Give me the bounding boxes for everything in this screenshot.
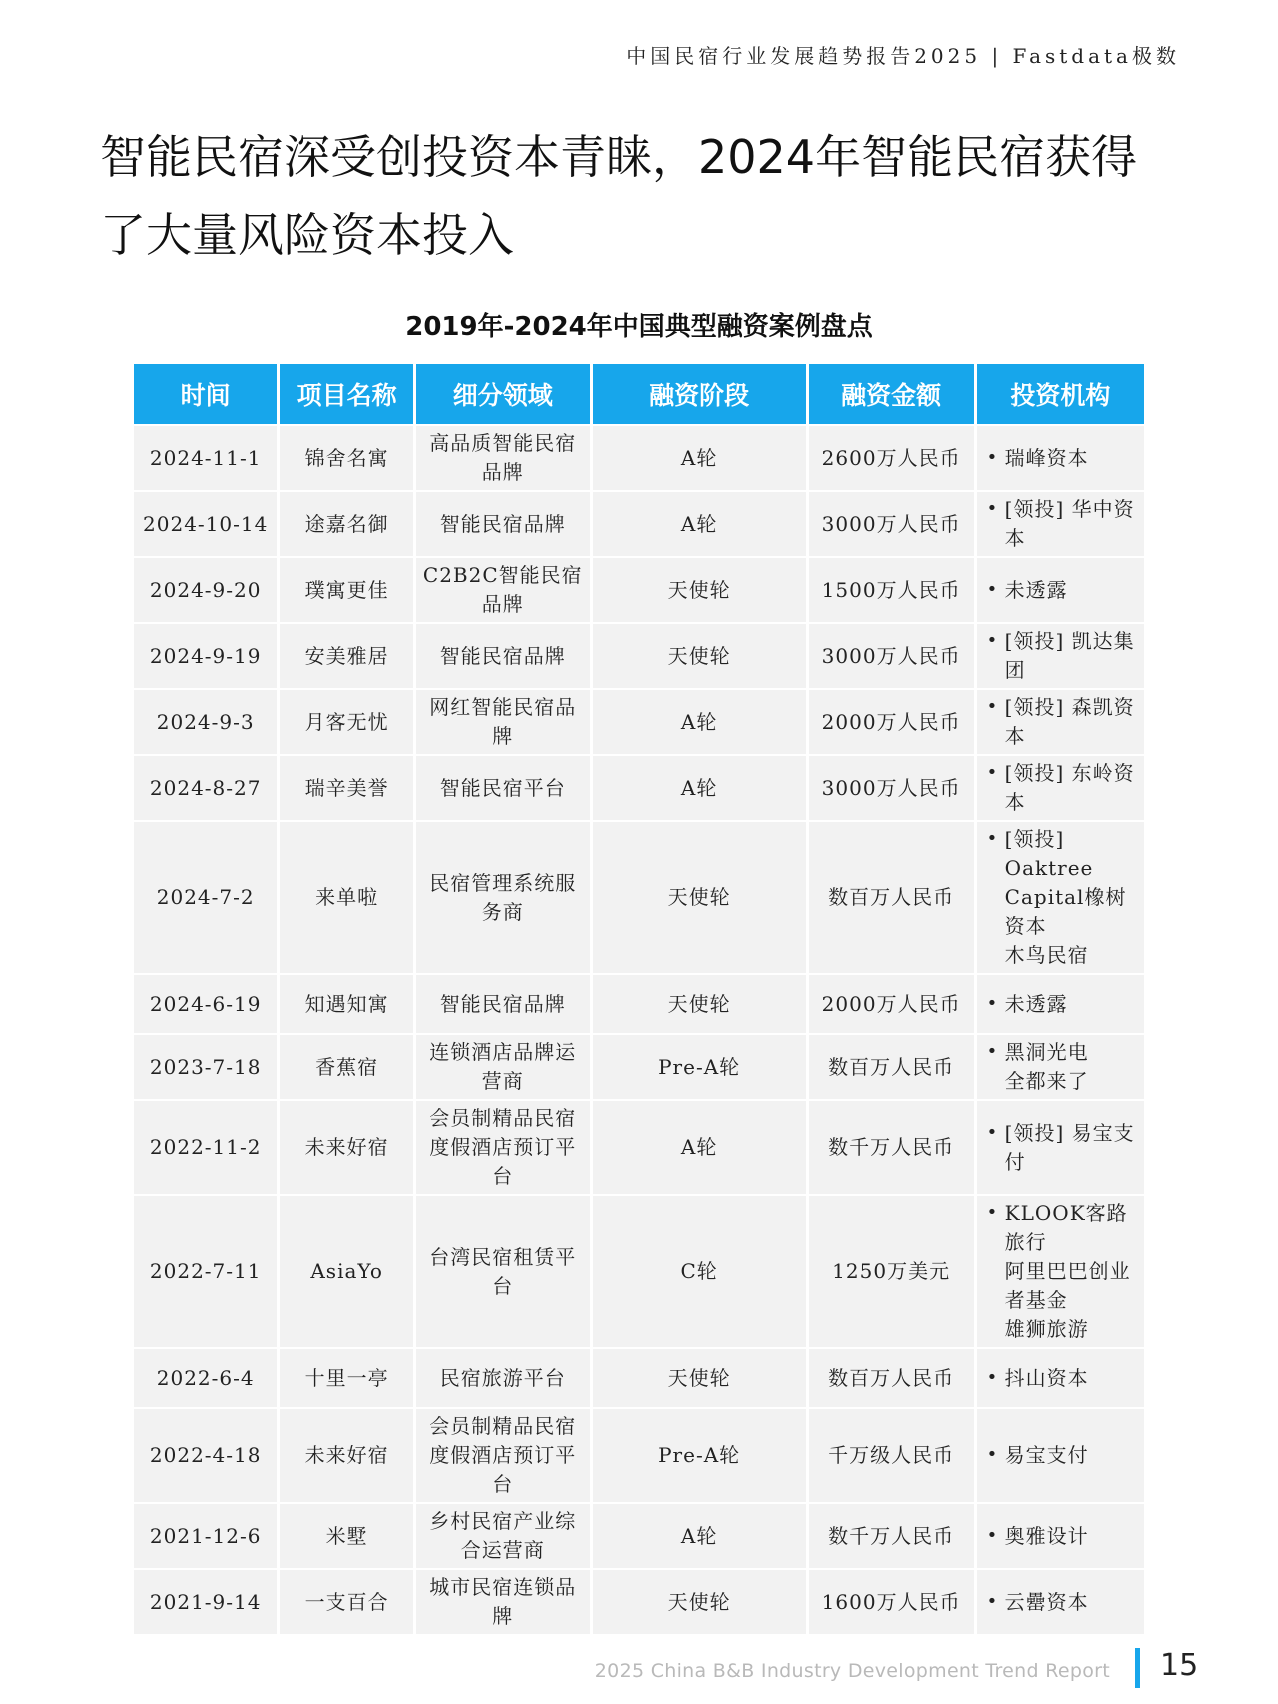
- cell-project: 瑞辛美誉: [280, 756, 413, 820]
- cell-amount: 数百万人民币: [809, 1349, 974, 1407]
- cell-amount: 1250万美元: [809, 1196, 974, 1347]
- table-row: [134, 1570, 1144, 1634]
- cell-amount: 数百万人民币: [809, 1035, 974, 1099]
- page-number: 15: [1160, 1648, 1199, 1683]
- page-title: [100, 118, 1200, 274]
- investor-name: • [领投] 华中资本: [987, 495, 1140, 553]
- cell-field: 城市民宿连锁品牌: [416, 1570, 590, 1634]
- cell-amount: 3000万人民币: [809, 624, 974, 688]
- cell-date: 2022-7-11: [134, 1196, 277, 1347]
- investor-name: • [领投] Oaktree Capital橡树资本: [987, 825, 1140, 941]
- cell-field: 会员制精品民宿度假酒店预订平台: [416, 1101, 590, 1194]
- investor-name: 阿里巴巴创业者基金: [1004, 1259, 1131, 1312]
- investor-name: 全都来了: [1004, 1069, 1089, 1093]
- footer-accent-bar: [1135, 1648, 1140, 1688]
- cell-field: 台湾民宿租赁平台: [416, 1196, 590, 1347]
- cell-project: 途嘉名御: [280, 492, 413, 556]
- cell-amount: 3000万人民币: [809, 492, 974, 556]
- header-amount: 融资金额: [809, 364, 974, 424]
- cell-amount: 2000万人民币: [809, 975, 974, 1033]
- header-date: 时间: [134, 364, 277, 424]
- cell-date: 2022-4-18: [134, 1409, 277, 1502]
- cell-investors: [977, 690, 1144, 754]
- table-row: [134, 492, 1144, 556]
- cell-field: 乡村民宿产业综合运营商: [416, 1504, 590, 1568]
- cell-date: 2022-11-2: [134, 1101, 277, 1194]
- cell-field: 网红智能民宿品牌: [416, 690, 590, 754]
- cell-stage: Pre-A轮: [593, 1409, 806, 1502]
- table-row: [134, 975, 1144, 1033]
- cell-amount: 2600万人民币: [809, 426, 974, 490]
- cell-date: 2024-9-19: [134, 624, 277, 688]
- report-header: 中国民宿行业发展趋势报告2025 | Fastdata极数: [626, 44, 1180, 68]
- table-row: [134, 558, 1144, 622]
- cell-field: 高品质智能民宿品牌: [416, 426, 590, 490]
- cell-investors: [977, 1409, 1144, 1502]
- cell-investors: [977, 1504, 1144, 1568]
- cell-investors: [977, 558, 1144, 622]
- cell-project: 月客无忧: [280, 690, 413, 754]
- investor-name: 木鸟民宿: [1004, 943, 1089, 967]
- cell-date: 2021-9-14: [134, 1570, 277, 1634]
- cell-field: 智能民宿平台: [416, 756, 590, 820]
- cell-amount: 数千万人民币: [809, 1101, 974, 1194]
- cell-investors: [977, 1349, 1144, 1407]
- investor-name: • [领投] 森凯资本: [987, 693, 1140, 751]
- cell-investors: [977, 492, 1144, 556]
- cell-project: AsiaYo: [280, 1196, 413, 1347]
- cell-project: 来单啦: [280, 822, 413, 973]
- cell-project: 知遇知寓: [280, 975, 413, 1033]
- cell-date: 2021-12-6: [134, 1504, 277, 1568]
- cell-date: 2022-6-4: [134, 1349, 277, 1407]
- cell-investors: [977, 1035, 1144, 1099]
- investor-name: • 奥雅设计: [987, 1522, 1140, 1551]
- header-field: 细分领域: [416, 364, 590, 424]
- cell-amount: 数百万人民币: [809, 822, 974, 973]
- cell-date: 2024-9-20: [134, 558, 277, 622]
- cell-date: 2024-7-2: [134, 822, 277, 973]
- cell-date: 2024-11-1: [134, 426, 277, 490]
- cell-stage: 天使轮: [593, 1570, 806, 1634]
- investor-name: • 云罍资本: [987, 1588, 1140, 1617]
- cell-investors: [977, 1570, 1144, 1634]
- cell-investors: [977, 624, 1144, 688]
- cell-stage: 天使轮: [593, 822, 806, 973]
- header-project: 项目名称: [280, 364, 413, 424]
- investor-name: • 未透露: [987, 990, 1140, 1019]
- table-row: [134, 624, 1144, 688]
- cell-project: 锦舍名寓: [280, 426, 413, 490]
- cell-project: 一支百合: [280, 1570, 413, 1634]
- investor-name: • KLOOK客路旅行: [987, 1199, 1140, 1257]
- cell-amount: 1600万人民币: [809, 1570, 974, 1634]
- cell-date: 2023-7-18: [134, 1035, 277, 1099]
- investor-name: • [领投] 东岭资本: [987, 759, 1140, 817]
- investor-name: • 黑洞光电: [987, 1038, 1140, 1067]
- table-title: 2019年-2024年中国典型融资案例盘点: [405, 312, 873, 342]
- cell-stage: A轮: [593, 756, 806, 820]
- header-investors: 投资机构: [977, 364, 1144, 424]
- cell-stage: 天使轮: [593, 624, 806, 688]
- cell-field: 民宿管理系统服务商: [416, 822, 590, 973]
- cell-project: 璞寓更佳: [280, 558, 413, 622]
- cell-date: 2024-10-14: [134, 492, 277, 556]
- cell-amount: 2000万人民币: [809, 690, 974, 754]
- cell-stage: A轮: [593, 1504, 806, 1568]
- cell-field: 民宿旅游平台: [416, 1349, 590, 1407]
- cell-stage: A轮: [593, 426, 806, 490]
- table-row: [134, 756, 1144, 820]
- table-row: [134, 822, 1144, 973]
- cell-project: 安美雅居: [280, 624, 413, 688]
- page-title-line-1: 智能民宿深受创投资本青睐，2024年智能民宿获得: [100, 130, 1138, 184]
- page-title-line-2: 了大量风险资本投入: [100, 208, 514, 262]
- table-row: [134, 426, 1144, 490]
- cell-amount: 3000万人民币: [809, 756, 974, 820]
- cell-field: C2B2C智能民宿品牌: [416, 558, 590, 622]
- cell-project: 米墅: [280, 1504, 413, 1568]
- cell-field: 智能民宿品牌: [416, 492, 590, 556]
- cell-date: 2024-8-27: [134, 756, 277, 820]
- cell-investors: [977, 1101, 1144, 1194]
- cell-amount: 数千万人民币: [809, 1504, 974, 1568]
- cell-field: 连锁酒店品牌运营商: [416, 1035, 590, 1099]
- table-row: [134, 1196, 1144, 1347]
- table-header-row: [134, 364, 1144, 424]
- cell-stage: 天使轮: [593, 558, 806, 622]
- cell-project: 未来好宿: [280, 1409, 413, 1502]
- table-row: [134, 1035, 1144, 1099]
- cell-stage: 天使轮: [593, 975, 806, 1033]
- cell-investors: [977, 975, 1144, 1033]
- investor-name: 雄狮旅游: [1004, 1317, 1089, 1341]
- table-row: [134, 1349, 1144, 1407]
- cell-stage: A轮: [593, 1101, 806, 1194]
- cell-stage: C轮: [593, 1196, 806, 1347]
- cell-amount: 1500万人民币: [809, 558, 974, 622]
- cell-date: 2024-9-3: [134, 690, 277, 754]
- table-row: [134, 1409, 1144, 1502]
- cell-field: 智能民宿品牌: [416, 624, 590, 688]
- cell-project: 香蕉宿: [280, 1035, 413, 1099]
- cell-field: 智能民宿品牌: [416, 975, 590, 1033]
- cell-investors: [977, 1196, 1144, 1347]
- investor-name: • 瑞峰资本: [987, 444, 1140, 473]
- cell-amount: 千万级人民币: [809, 1409, 974, 1502]
- cell-investors: [977, 756, 1144, 820]
- investor-name: • [领投] 凯达集团: [987, 627, 1140, 685]
- cell-project: 未来好宿: [280, 1101, 413, 1194]
- footer-report-name: 2025 China B&B Industry Development Trend Report: [594, 1660, 1110, 1682]
- investor-name: • 易宝支付: [987, 1441, 1140, 1470]
- cell-project: 十里一亭: [280, 1349, 413, 1407]
- cell-stage: Pre-A轮: [593, 1035, 806, 1099]
- header-stage: 融资阶段: [593, 364, 806, 424]
- table-row: [134, 1504, 1144, 1568]
- cell-investors: [977, 426, 1144, 490]
- cell-investors: [977, 822, 1144, 973]
- investor-name: • [领投] 易宝支付: [987, 1119, 1140, 1177]
- financing-cases-table: [131, 362, 1147, 1636]
- cell-stage: 天使轮: [593, 1349, 806, 1407]
- investor-name: • 未透露: [987, 576, 1140, 605]
- table-body: [134, 426, 1144, 1634]
- cell-stage: A轮: [593, 492, 806, 556]
- investor-name: • 抖山资本: [987, 1364, 1140, 1393]
- cell-field: 会员制精品民宿度假酒店预订平台: [416, 1409, 590, 1502]
- table-row: [134, 690, 1144, 754]
- cell-date: 2024-6-19: [134, 975, 277, 1033]
- cell-stage: A轮: [593, 690, 806, 754]
- table-row: [134, 1101, 1144, 1194]
